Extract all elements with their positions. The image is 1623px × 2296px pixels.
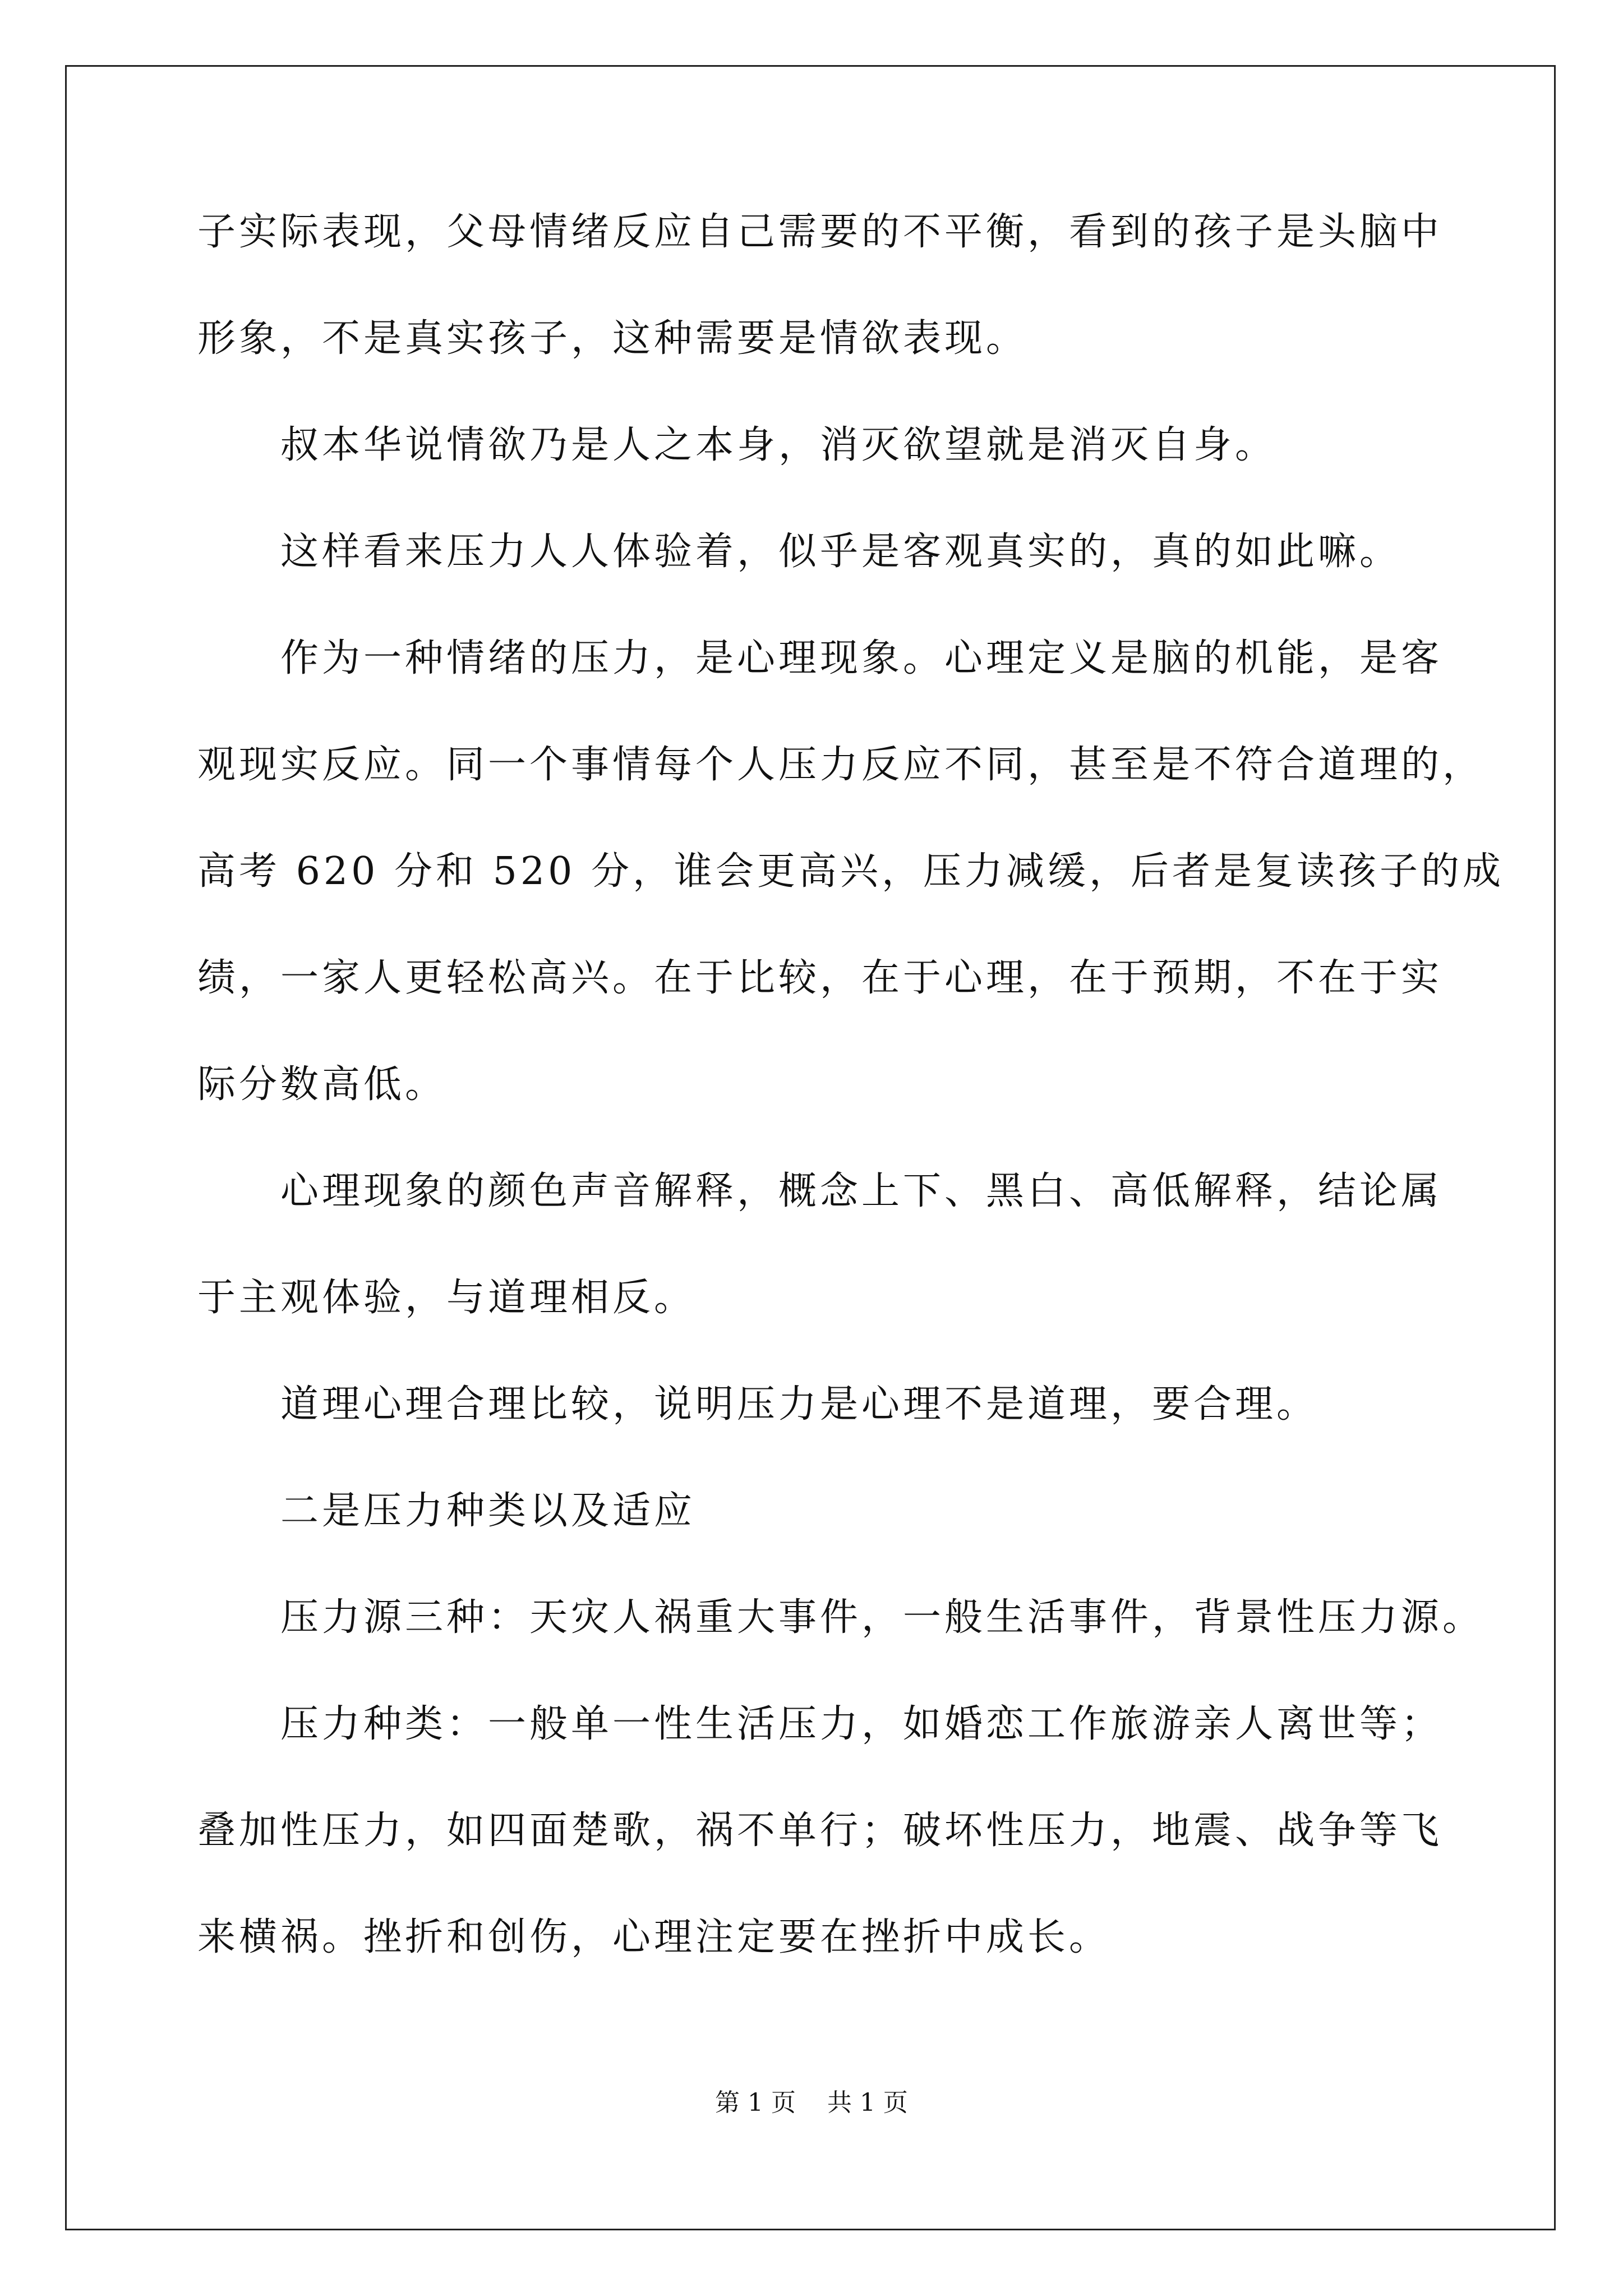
- page-footer: [0, 2088, 1623, 2117]
- text-line: 子实际表现，父母情绪反应自己需要的不平衡，看到的孩子是头脑中: [197, 210, 1443, 254]
- text-line: 道理心理合理比较，说明压力是心理不是道理，要合理。: [280, 1382, 1318, 1427]
- text-line: 压力源三种：天灾人祸重大事件，一般生活事件，背景性压力源。: [280, 1595, 1484, 1640]
- text-line: 形象，不是真实孩子，这种需要是情欲表现。: [197, 316, 1028, 361]
- text-line: 这样看来压力人人体验着，似乎是客观真实的，真的如此嘛。: [280, 530, 1401, 574]
- text-line: 于主观体验，与道理相反。: [197, 1276, 696, 1320]
- text-line: 来横祸。挫折和创伤，心理注定要在挫折中成长。: [197, 1915, 1111, 1959]
- text-line: 作为一种情绪的压力，是心理现象。心理定义是脑的机能，是客: [280, 636, 1443, 680]
- section-heading: 二是压力种类以及适应: [280, 1489, 696, 1533]
- page-total: 共 1 页: [827, 2088, 908, 2117]
- text-line: 叔本华说情欲乃是人之本身，消灭欲望就是消灭自身。: [280, 423, 1277, 467]
- page-border: [65, 65, 1556, 2230]
- text-line: 心理现象的颜色声音解释，概念上下、黑白、高低解释，结论属: [280, 1169, 1443, 1213]
- text-line: 压力种类：一般单一性生活压力，如婚恋工作旅游亲人离世等；: [280, 1702, 1443, 1746]
- text-line: 高考 620 分和 520 分，谁会更高兴，压力减缓，后者是复读孩子的成: [197, 849, 1505, 894]
- text-line: 际分数高低。: [197, 1062, 447, 1107]
- text-line: 绩，一家人更轻松高兴。在于比较，在于心理，在于预期，不在于实: [197, 956, 1443, 1000]
- page-number: 第 1 页: [715, 2088, 796, 2117]
- text-line: 叠加性压力，如四面楚歌，祸不单行；破坏性压力，地震、战争等飞: [197, 1809, 1443, 1853]
- text-line: 观现实反应。同一个事情每个人压力反应不同，甚至是不符合道理的，: [197, 743, 1484, 787]
